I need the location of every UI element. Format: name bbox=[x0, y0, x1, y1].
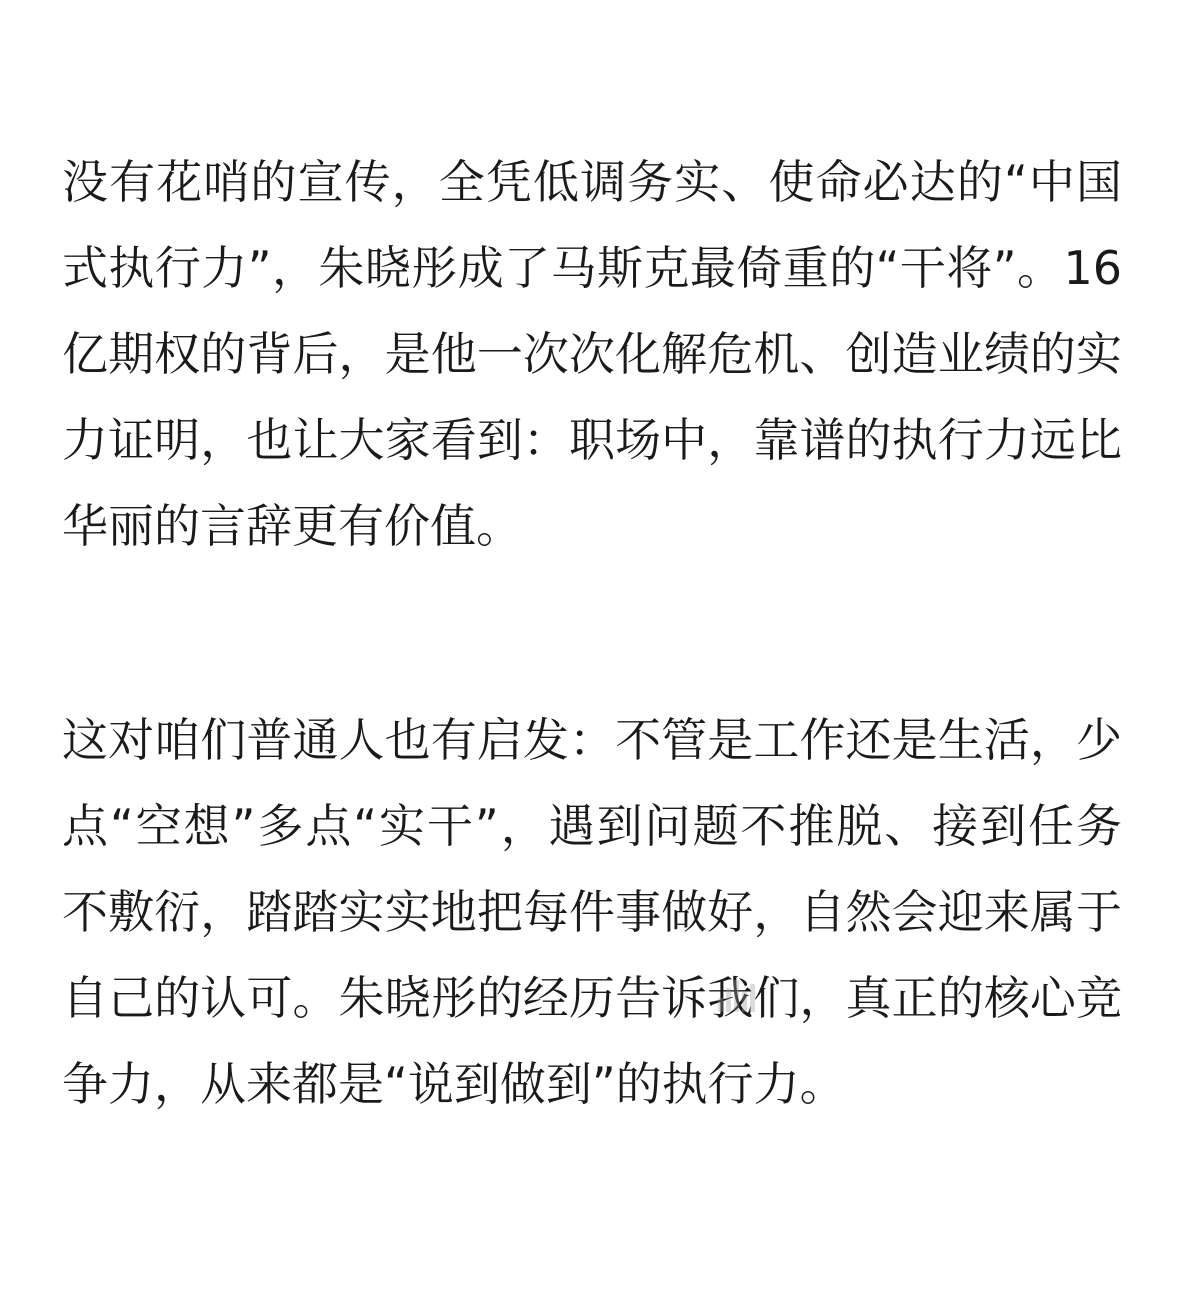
article-body bbox=[62, 139, 1122, 1127]
paragraph-1: 没有花哨的宣传，全凭低调务实、使命必达的“中国式执行力”，朱晓彤成了马斯克最倚重的“干将”。16亿期权的背后，是他一次次化解危机、创造业绩的实力证明，也让大家看到：职场中，靠谱的执行力远比华丽的言辞更有价值。 bbox=[62, 155, 1122, 553]
bar-chart-watermark-icon bbox=[718, 972, 762, 1012]
paragraph-2: 这对咱们普通人也有启发：不管是工作还是生活，少点“空想”多点“实干”，遇到问题不推脱、接到任务不敷衍，踏踏实实地把每件事做好，自然会迎来属于自己的认可。朱晓彤的经历告诉我们，真正的核心竞争力，从来都是“说到做到”的执行力。 bbox=[62, 713, 1122, 1111]
